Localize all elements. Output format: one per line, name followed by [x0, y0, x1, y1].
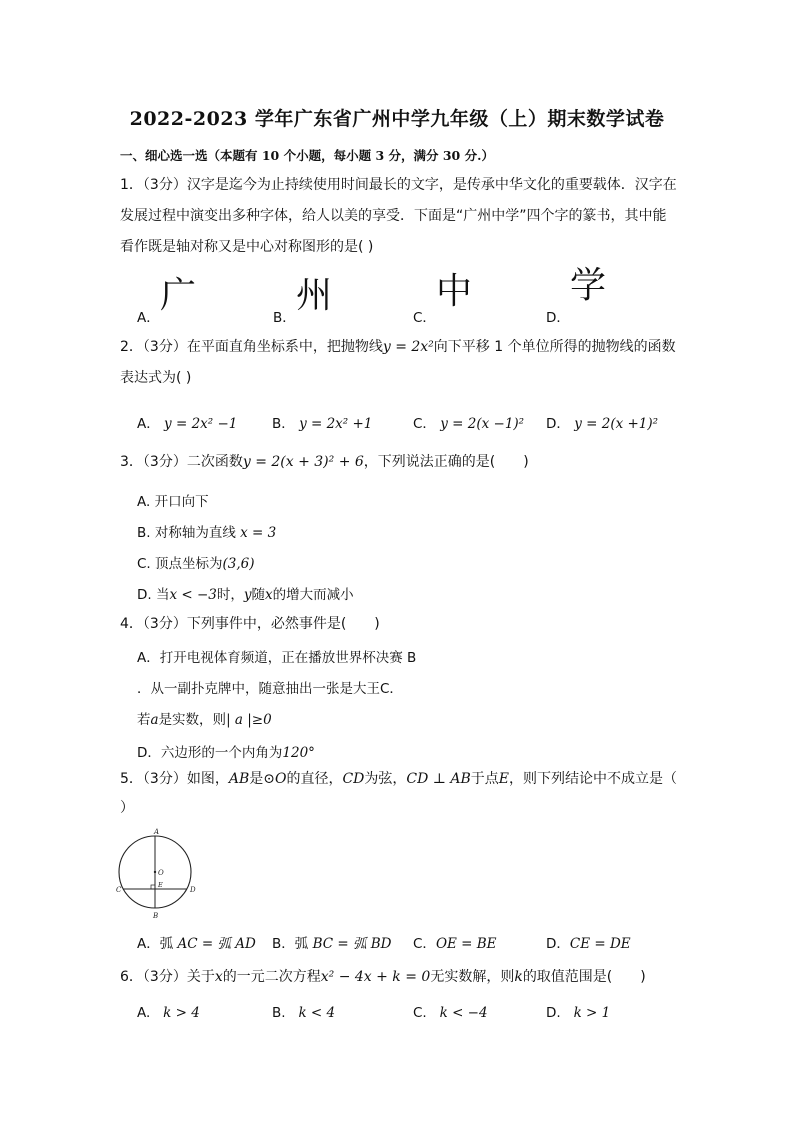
- q5-text-e: 于点: [470, 771, 499, 787]
- q3-stem-text-b: ，下列说法正确的是( ): [363, 454, 529, 470]
- q5-text-c: 的直径，: [286, 771, 343, 787]
- q2-option-a-label: A．: [137, 416, 160, 432]
- q3-option-d-text-a: D. 当: [137, 587, 170, 603]
- q6-text-d: 的取值范围是( ): [522, 969, 646, 985]
- q6-option-a: [137, 1005, 200, 1021]
- q6-option-c-label: C.: [413, 1005, 427, 1021]
- q5-option-a-label: A．弧: [137, 936, 178, 952]
- q5-option-b-math: BC = 弧 BD: [312, 936, 392, 952]
- q5-option-d-label: D．: [546, 936, 570, 952]
- q5-math-cd: CD: [342, 771, 365, 787]
- q3-option-b: [137, 521, 276, 541]
- q6-option-b-math: k < 4: [298, 1005, 336, 1021]
- q1-option-a-glyph: 广: [160, 275, 197, 316]
- q2-stem-text-a: 2．（3分）在平面直角坐标系中，把抛物线: [120, 339, 383, 355]
- q3-option-c-math: (3,6): [222, 556, 255, 572]
- q2-stem-line2: 表达式为( ): [120, 370, 192, 386]
- q2-option-c-label: C．: [413, 416, 436, 432]
- q6-text-b: 的一元二次方程: [222, 969, 321, 985]
- q4-option-line3: [137, 708, 272, 728]
- q3-option-c-text: C. 顶点坐标为: [137, 556, 223, 572]
- section-heading: 一、细心选一选（本题有 10 个小题，每小题 3 分，满分 30 分.）: [120, 148, 494, 163]
- q2-option-b: [272, 412, 372, 432]
- label-o: O: [158, 869, 164, 877]
- q2-option-d: [546, 412, 658, 432]
- q3-option-d-math-2: y: [243, 587, 252, 603]
- q6-option-a-label: A.: [137, 1005, 151, 1021]
- q6-option-c-math: k < −4: [439, 1005, 488, 1021]
- q3-stem: [120, 452, 529, 472]
- q1-stem-line3: 看作既是轴对称又是中心对称图形的是( ): [120, 239, 374, 255]
- label-b: B: [153, 912, 159, 920]
- q5-option-a: [137, 932, 256, 952]
- q1-option-b-glyph: 州: [296, 275, 333, 316]
- q3-option-d-text-c: 随: [251, 587, 266, 603]
- q6-option-b-label: B.: [272, 1005, 286, 1021]
- label-c: C: [116, 886, 122, 894]
- q1-option-d-glyph: 学: [570, 265, 607, 306]
- q4-line3-math-a: a: [150, 712, 159, 728]
- q6-text-c: 无实数解，则: [430, 969, 515, 985]
- q5-text-b: 是: [249, 771, 264, 787]
- q3-stem-math: y = 2(x + 3)² + 6: [242, 454, 364, 470]
- q2-option-c-math: y = 2(x −1)²: [440, 416, 525, 432]
- q5-option-c-label: C．: [413, 936, 436, 952]
- q5-option-b-label: B．弧: [272, 936, 313, 952]
- q5-stem-line2: ）: [120, 800, 134, 816]
- q5-option-a-math: AC = 弧 AD: [177, 936, 256, 952]
- q3-option-b-text: B. 对称轴为直线: [137, 525, 241, 541]
- q3-option-a: A. 开口向下: [137, 494, 209, 510]
- q5-stem-line1: [120, 769, 677, 789]
- q1-option-d-label: D．: [546, 310, 570, 326]
- q4-option-line2: ．从一副扑克牌中，随意抽出一张是大王C．: [137, 681, 403, 697]
- q5-text-d: 为弦，: [364, 771, 407, 787]
- q5-option-c: [413, 932, 497, 952]
- q3-option-d: [137, 583, 354, 603]
- q5-math-perp: CD ⊥ AB: [406, 771, 471, 787]
- q6-text-a: 6．（3分）关于: [120, 969, 215, 985]
- label-d: D: [190, 886, 196, 894]
- q5-option-c-math: OE = BE: [435, 936, 497, 952]
- q1-stem-line2: 发展过程中演变出多种字体，给人以美的享受．下面是“广州中学”四个字的篆书，其中能: [120, 208, 667, 224]
- q4-line4-text: D．六边形的一个内角为: [137, 745, 283, 761]
- q2-option-d-math: y = 2(x +1)²: [574, 416, 659, 432]
- q2-stem-line1: [120, 337, 676, 357]
- q2-stem-math: y = 2x²: [382, 339, 434, 355]
- q6-math-eq: x² − 4x + k = 0: [320, 969, 431, 985]
- q4-stem: 4．（3分）下列事件中，必然事件是( ): [120, 616, 380, 632]
- q6-option-d-math: k > 1: [573, 1005, 611, 1021]
- q3-option-d-math-3: x: [265, 587, 273, 603]
- q3-option-c: [137, 552, 255, 572]
- q4-line3-math-b: | a |≥0: [226, 712, 272, 728]
- q3-option-d-text-b: 时，: [216, 587, 244, 603]
- q2-option-b-math: y = 2x² +1: [299, 416, 373, 432]
- q6-math-k: k: [514, 969, 523, 985]
- q6-option-d-label: D.: [546, 1005, 561, 1021]
- q1-option-c-glyph: 中: [436, 271, 473, 312]
- q5-math-e: E: [498, 771, 510, 787]
- q2-option-c: [413, 412, 524, 432]
- q6-option-c: [413, 1005, 488, 1021]
- q2-option-a-math: y = 2x² −1: [164, 416, 238, 432]
- label-a: A: [154, 828, 160, 836]
- q5-text-f: ，则下列结论中不成立是（: [509, 771, 678, 787]
- q5-math-ab: AB: [228, 771, 250, 787]
- q2-option-d-label: D．: [546, 416, 570, 432]
- q4-option-line1: A．打开电视体育频道，正在播放世界杯决赛 B: [137, 650, 417, 666]
- label-e: E: [158, 881, 163, 889]
- page-title: 2022-2023 学年广东省广州中学九年级（上）期末数学试卷: [129, 108, 665, 130]
- q2-option-b-label: B．: [272, 416, 295, 432]
- q5-text-a: 5．（3分）如图，: [120, 771, 229, 787]
- q5-option-b: [272, 932, 392, 952]
- q6-math-x: x: [214, 969, 223, 985]
- q2-option-a: [137, 412, 237, 432]
- right-angle-mark: [151, 885, 155, 889]
- q2-stem-text-b: 向下平移 1 个单位所得的抛物线的函数: [433, 339, 676, 355]
- q6-option-a-math: k > 4: [163, 1005, 200, 1021]
- q1-stem-line1: 1．（3分）汉字是迄今为止持续使用时间最长的文字，是传承中华文化的重要载体．汉字在: [120, 177, 677, 193]
- q4-line3-text-b: 是实数，则: [158, 712, 227, 728]
- q6-stem: [120, 967, 646, 987]
- q6-option-b: [272, 1005, 335, 1021]
- q1-option-c-label: C．: [413, 310, 436, 326]
- q4-option-line4: [137, 741, 315, 761]
- q3-option-b-math: x = 3: [240, 525, 277, 541]
- center-point: [154, 871, 156, 873]
- q3-option-d-text-d: 的增大而减小: [272, 587, 354, 603]
- q5-option-d-math: CE = DE: [569, 936, 631, 952]
- q5-math-circle: ⊙O: [263, 771, 287, 787]
- q5-circle-figure: [115, 826, 205, 922]
- q4-line3-text-a: 若: [137, 712, 151, 728]
- q3-option-d-math-1: x < −3: [169, 587, 217, 603]
- q6-option-d: [546, 1005, 610, 1021]
- q4-line4-math: 120°: [282, 745, 315, 761]
- q5-option-d: [546, 932, 631, 952]
- q1-option-a-label: A．: [137, 310, 160, 326]
- q1-option-b-label: B．: [273, 310, 296, 326]
- q3-stem-text-a: 3．（3分）二次函数: [120, 454, 243, 470]
